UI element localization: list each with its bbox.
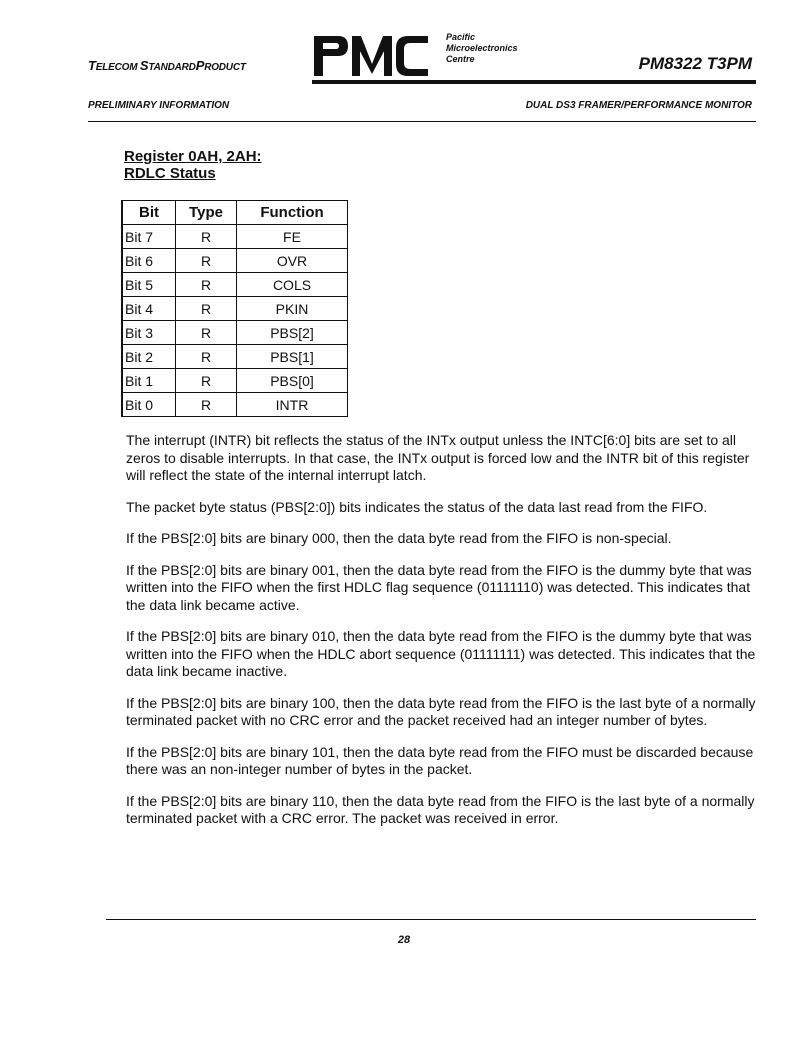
type-cell: R: [176, 369, 237, 393]
type-cell: R: [176, 249, 237, 273]
table-row: [122, 297, 348, 321]
paragraph: If the PBS[2:0] bits are binary 100, then the data byte read from the FIFO is the last byte of a normally terminated packet with no CRC error and the packet received had an integer number of bytes.: [126, 694, 756, 728]
type-cell: R: [176, 345, 237, 369]
function-cell: INTR: [237, 393, 348, 417]
function-cell: PKIN: [237, 297, 348, 321]
table-row: [122, 321, 348, 345]
bit-cell: Bit 1: [122, 369, 176, 393]
document-category: TELECOM STANDARDPRODUCT: [88, 58, 246, 73]
bit-cell: Bit 0: [122, 393, 176, 417]
header-rule: [312, 80, 756, 84]
preliminary-label: PRELIMINARY INFORMATION: [88, 100, 230, 111]
type-cell: R: [176, 393, 237, 417]
register-title: Register 0AH, 2AH: RDLC Status: [124, 148, 262, 182]
pmc-logo: [312, 30, 430, 78]
paragraph: If the PBS[2:0] bits are binary 000, then the data byte read from the FIFO is non-special.: [126, 530, 672, 546]
device-description: DUAL DS3 FRAMER/PERFORMANCE MONITOR: [525, 100, 752, 111]
type-cell: R: [176, 225, 237, 249]
paragraph: If the PBS[2:0] bits are binary 001, then the data byte read from the FIFO is the dummy byte that was written into the FIFO when the first HDLC flag sequence (01111110) was detected. This indicates that the data link became active.: [126, 561, 752, 613]
page-number: 28: [397, 934, 411, 946]
bit-cell: Bit 4: [122, 297, 176, 321]
column-header-bit: Bit: [122, 201, 176, 225]
table-row: [122, 225, 348, 249]
function-cell: OVR: [237, 249, 348, 273]
table-row: [122, 273, 348, 297]
function-cell: COLS: [237, 273, 348, 297]
bit-cell: Bit 2: [122, 345, 176, 369]
paragraph: If the PBS[2:0] bits are binary 101, then the data byte read from the FIFO must be discarded because there was an non-integer number of bytes in the packet.: [126, 743, 754, 777]
table-header-row: [122, 201, 348, 225]
company-name: Pacific Microelectronics Centre: [446, 32, 518, 64]
bit-cell: Bit 3: [122, 321, 176, 345]
column-header-type: Type: [176, 201, 237, 225]
table-row: [122, 393, 348, 417]
register-bit-table: [121, 200, 348, 417]
table-row: [122, 369, 348, 393]
footer-rule: [106, 919, 756, 920]
function-cell: FE: [237, 225, 348, 249]
paragraph: If the PBS[2:0] bits are binary 010, then the data byte read from the FIFO is the dummy byte that was written into the FIFO when the HDLC abort sequence (01111111) was detected. This indicates that the data link became inactive.: [126, 628, 756, 679]
register-description: [126, 432, 766, 842]
type-cell: R: [176, 297, 237, 321]
function-cell: PBS[1]: [237, 345, 348, 369]
table-row: [122, 345, 348, 369]
table-row: [122, 249, 348, 273]
product-code: PM8322 T3PM: [638, 54, 752, 73]
bit-cell: Bit 5: [122, 273, 176, 297]
column-header-function: Function: [237, 201, 348, 225]
paragraph: If the PBS[2:0] bits are binary 110, then the data byte read from the FIFO is the last byte of a normally terminated packet with a CRC error. The packet was received in error.: [126, 792, 755, 826]
function-cell: PBS[2]: [237, 321, 348, 345]
bit-cell: Bit 6: [122, 249, 176, 273]
type-cell: R: [176, 273, 237, 297]
bit-cell: Bit 7: [122, 225, 176, 249]
paragraph: The packet byte status (PBS[2:0]) bits indicates the status of the data last read from the FIFO.: [126, 498, 708, 515]
type-cell: R: [176, 321, 237, 345]
subheader-rule: [88, 121, 756, 122]
paragraph: The interrupt (INTR) bit reflects the status of the INTx output unless the INTC[6:0] bits are set to all zeros to disable interrupts. In that case, the INTx output is forced low and the INTR bit of this register will reflect the state of the internal interrupt latch.: [126, 432, 750, 483]
function-cell: PBS[0]: [237, 369, 348, 393]
